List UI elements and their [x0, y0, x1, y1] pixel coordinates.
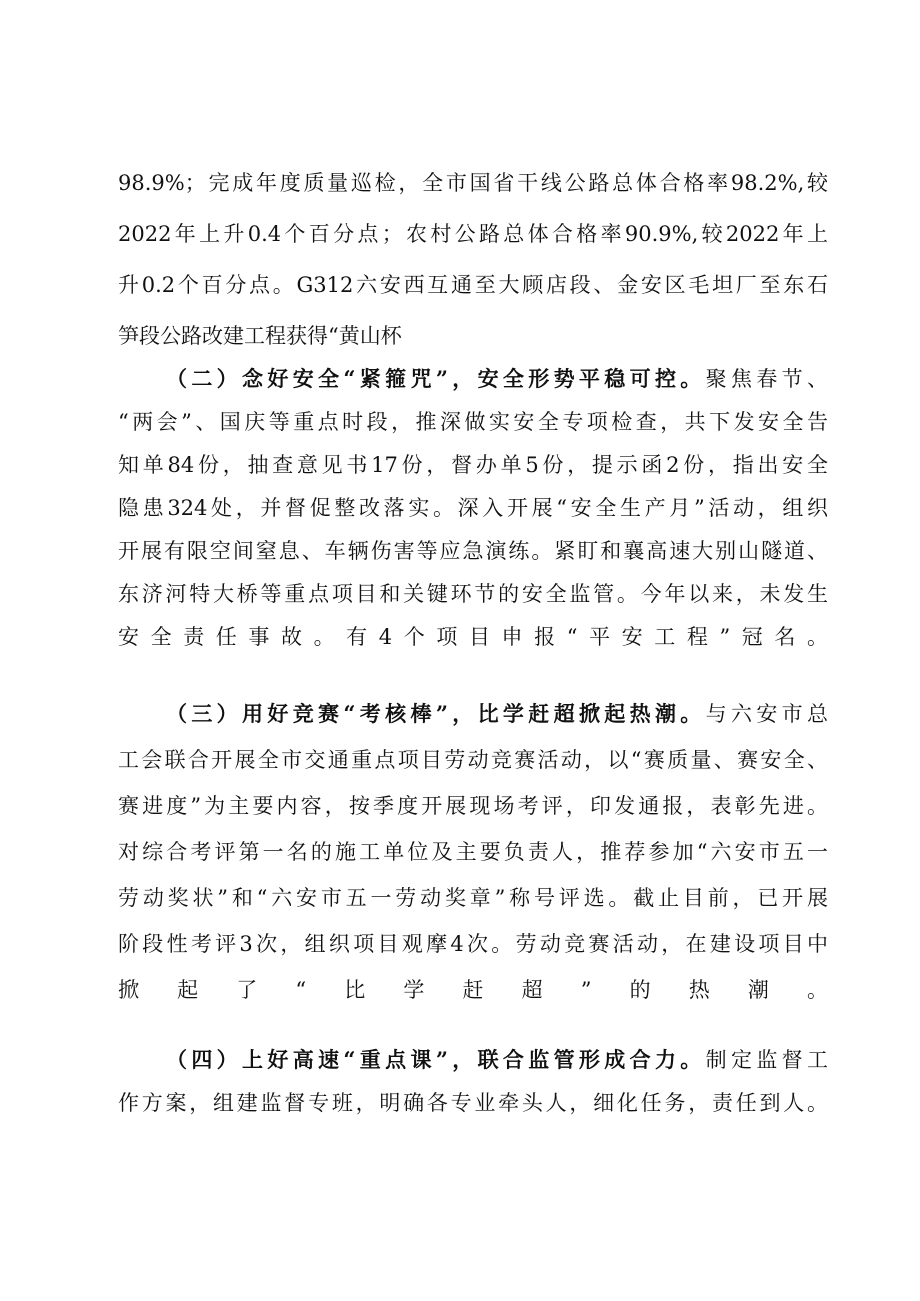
section-4-first-line [166, 1040, 828, 1080]
text-line: 开展有限空间窒息、车辆伤害等应急演练。紧盯和襄高速大别山隧道、 [118, 539, 828, 563]
section-4-heading: （四）上好高速“重点课”，联合监管形成合力。 [166, 1047, 706, 1072]
section-2-first-line-rest: 聚焦春节、 [705, 367, 828, 391]
text-line: 2022年上升0.4个百分点；农村公路总体合格率90.9%,较2022年上 [118, 222, 828, 246]
section-3-first-line-rest: 与六安市总 [705, 702, 828, 726]
text-line: 笋段公路改建工程获得“黄山杯 [118, 324, 402, 348]
section-3-heading: （三）用好竞赛“考核棒”，比学赶超掀起热潮。 [166, 701, 706, 726]
section-3-first-line [166, 694, 828, 734]
text-line: “两会”、国庆等重点时段，推深做实安全专项检查，共下发安全告 [118, 410, 828, 434]
text-line: 掀起了“比学赶超”的热潮。 [118, 978, 828, 1002]
text-line: 工会联合开展全市交通重点项目劳动竞赛活动，以“赛质量、赛安全、 [118, 748, 828, 772]
text-line: 安全责任事故。有4个项目申报“平安工程”冠名。 [118, 625, 828, 649]
section-2-first-line [166, 359, 828, 399]
section-2-heading: （二）念好安全“紧箍咒”，安全形势平稳可控。 [166, 366, 706, 391]
text-line: 东济河特大桥等重点项目和关键环节的安全监管。今年以来，未发生 [118, 582, 828, 606]
section-4-first-line-rest: 制定监督工 [705, 1048, 828, 1072]
text-line: 作方案，组建监督专班，明确各专业牵头人，细化任务，责任到人。 [118, 1091, 828, 1115]
text-line: 赛进度”为主要内容，按季度开展现场考评，印发通报，表彰先进。 [118, 794, 828, 818]
text-line: 隐患324处，并督促整改落实。深入开展“安全生产月”活动，组织 [118, 496, 828, 520]
text-line: 知单84份，抽查意见书17份，督办单5份，提示函2份，指出安全 [118, 453, 828, 477]
text-line: 对综合考评第一名的施工单位及主要负责人，推荐参加“六安市五一 [118, 840, 828, 864]
text-line: 阶段性考评3次，组织项目观摩4次。劳动竞赛活动，在建设项目中 [118, 932, 828, 956]
text-line: 升0.2个百分点。G312六安西互通至大顾店段、金安区毛坦厂至东石 [118, 273, 828, 297]
text-line: 98.9%；完成年度质量巡检，全市国省干线公路总体合格率98.2%,较 [118, 171, 828, 195]
text-line: 劳动奖状”和“六安市五一劳动奖章”称号评选。截止目前，已开展 [118, 886, 828, 910]
